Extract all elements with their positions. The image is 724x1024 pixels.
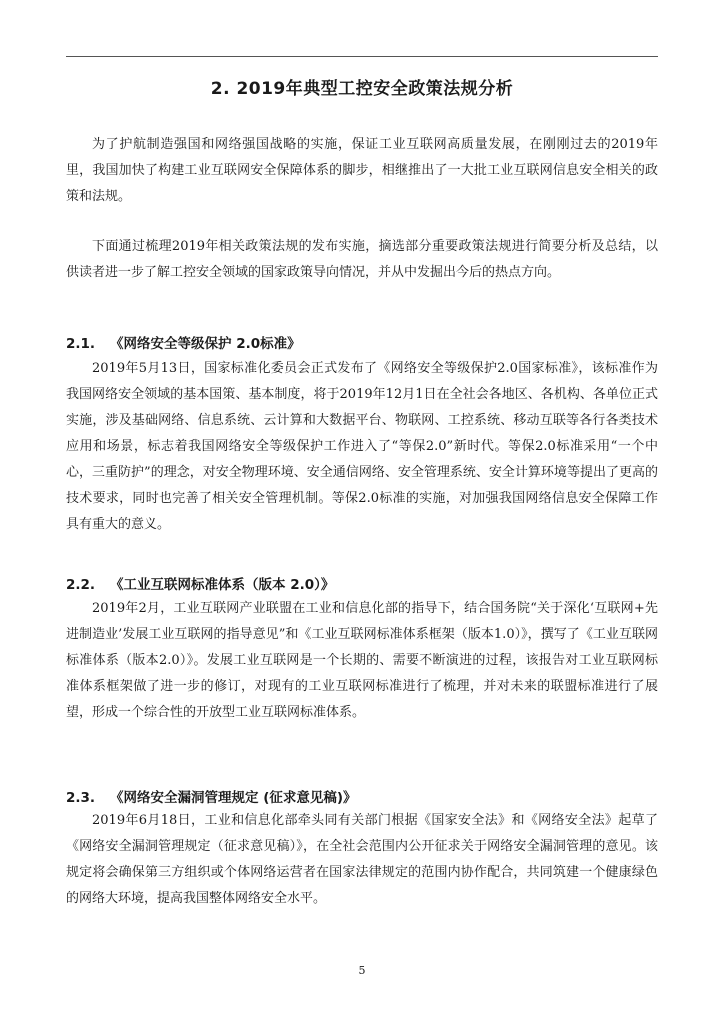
- section-body-2-3: 2019年6月18日，工业和信息化部牵头同有关部门根据《国家安全法》和《网络安全法》起草了《网络安全漏洞管理规定（征求意见稿）》，在全社会范围内公开征求关于网络安全漏洞管理的意见。该规定将会确保第三方组织或个体网络运营者在国家法律规定的范围内协作配合，共同筑建一个健康绿色的网络大环境，提高我国整体网络安全水平。: [66, 813, 658, 906]
- section-heading-2-1: [66, 332, 658, 352]
- section-number: 2.1.: [66, 336, 96, 352]
- page-title: 2. 2019年典型工控安全政策法规分析: [210, 79, 514, 99]
- intro-paragraph-2: 下面通过梳理2019年相关政策法规的发布实施，摘选部分重要政策法规进行简要分析及总结，以供读者进一步了解工控安全领域的国家政策导向情况，并从中发掘出今后的热点方向。: [66, 239, 658, 280]
- section-heading-2-3: [66, 786, 658, 806]
- section-title: 《网络安全等级保护 2.0标准》: [110, 336, 301, 352]
- page-number: 5: [358, 964, 366, 977]
- section-title: 《网络安全漏洞管理规定 (征求意见稿)》: [110, 790, 357, 806]
- section-title: 《工业互联网标准体系（版本 2.0）》: [110, 577, 335, 593]
- section-body-2-2: 2019年2月，工业互联网产业联盟在工业和信息化部的指导下，结合国务院“关于深化‘互联网+先进制造业’发展工业互联网的指导意见”和《工业互联网标准体系框架（版本1.0）》，撰写了《工业互联网标准体系（版本2.0）》。发展工业互联网是一个长期的、需要不断演进的过程，该报告对工业互联网标准体系框架做了进一步的修订，对现有的工业互联网标准进行了梳理，并对未来的联盟标准进行了展望，形成一个综合性的开放型工业互联网标准体系。: [66, 601, 658, 720]
- header-rule: [66, 56, 658, 57]
- section-heading-2-2: [66, 573, 658, 593]
- section-number: 2.3.: [66, 790, 96, 806]
- intro-paragraph-1: 为了护航制造强国和网络强国战略的实施，保证工业互联网高质量发展，在刚刚过去的2019年里，我国加快了构建工业互联网安全保障体系的脚步，相继推出了一大批工业互联网信息安全相关的政策和法规。: [66, 137, 658, 204]
- section-body-2-1: 2019年5月13日，国家标准化委员会正式发布了《网络安全等级保护2.0国家标准》，该标准作为我国网络安全领域的基本国策、基本制度，将于2019年12月1日在全社会各地区、各机构、各单位正式实施，涉及基础网络、信息系统、云计算和大数据平台、物联网、工控系统、移动互联等各行各类技术应用和场景，标志着我国网络安全等级保护工作进入了“等保2.0”新时代。等保2.0标准采用“一个中心，三重防护”的理念，对安全物理环境、安全通信网络、安全管理系统、安全计算环境等提出了更高的技术要求，同时也完善了相关安全管理机制。等保2.0标准的实施，对加强我国网络信息安全保障工作具有重大的意义。: [66, 361, 658, 532]
- section-number: 2.2.: [66, 577, 96, 593]
